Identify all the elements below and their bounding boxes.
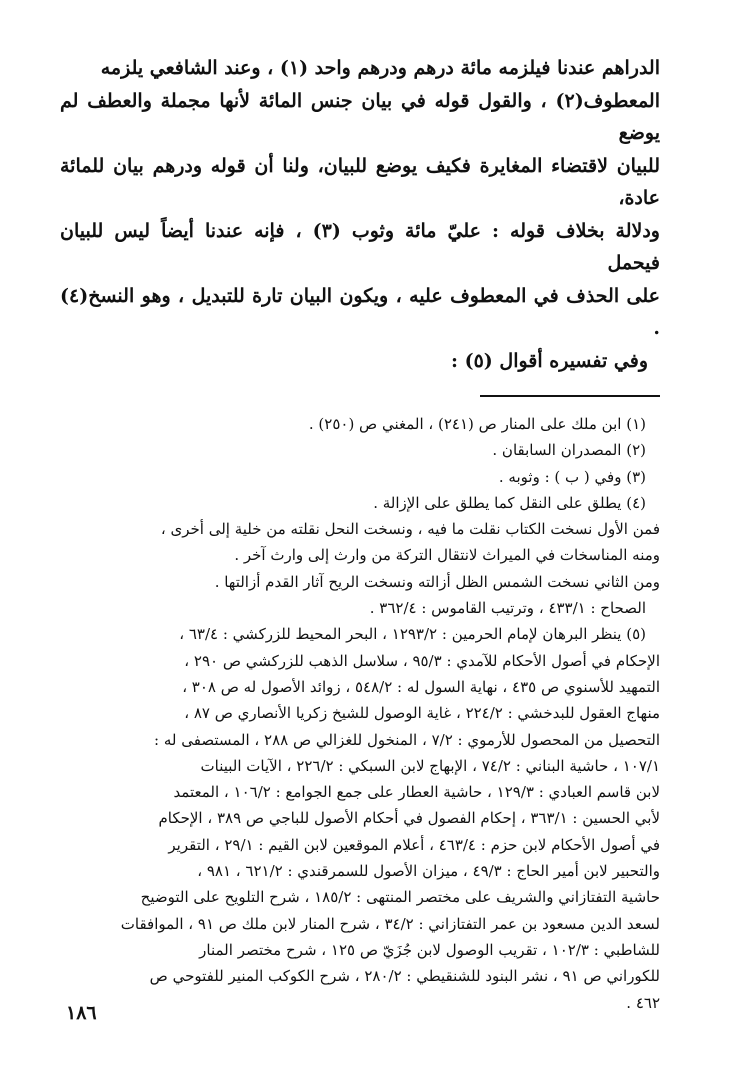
footnote-line: (١) ابن ملك على المنار ص (٢٤١) ، المغني ص (٢٥٠) .	[308, 415, 646, 433]
footnote-divider	[480, 395, 660, 397]
footnote-line: (٥) ينظر البرهان لإمام الحرمين : ١٢٩٣/٢ ، البحر المحيط للزركشي : ٦٣/٤ ،	[179, 625, 646, 644]
book-page	[60, 52, 660, 1016]
main-line: الدراهم عندنا فيلزمه مائة درهم ودرهم واحد (١) ، وعند الشافعي يلزمه	[100, 57, 660, 79]
footnote-line: لأبي الحسين : ٣٦٣/١ ، إحكام الفصول في أحكام الأصول للباجي ص ٣٨٩ ، الإحكام	[158, 809, 660, 828]
footnote-line: للشاطبي : ١٠٢/٣ ، تقريب الوصول لابن جُزَيّ ص ١٢٥ ، شرح مختصر المنار	[199, 940, 660, 959]
footnote-line: في أصول الأحكام لابن حزم : ٤٦٣/٤ ، أعلام الموقعين لابن القيم : ٢٩/١ ، التقرير	[168, 835, 660, 854]
main-line: على الحذف في المعطوف عليه ، ويكون البيان تارة للتبديل ، وهو النسخ(٤) .	[60, 284, 660, 339]
main-line: ودلالة بخلاف قوله : عليّ مائة وثوب (٣) ، فإنه عندنا أيضاً ليس للبيان فيحمل	[60, 219, 660, 274]
main-line: للبيان لاقتضاء المغايرة فكيف يوضع للبيان، ولنا أن قوله ودرهم بيان للمائة عادة،	[60, 154, 660, 209]
footnote-line: منهاج العقول للبدخشي : ٢٢٤/٢ ، غاية الوصول للشيخ زكريا الأنصاري ص ٨٧ ،	[184, 704, 660, 723]
footnote-line: (٢) المصدران السابقان .	[492, 441, 646, 460]
main-text	[60, 52, 660, 377]
footnote-line: التمهيد للأسنوي ص ٤٣٥ ، نهاية السول له : ٥٤٨/٢ ، زوائد الأصول له ص ٣٠٨ ،	[182, 677, 660, 696]
footnote-line: حاشية التفتازاني والشريف على مختصر المنتهى : ١٨٥/٢ ، شرح التلويح على التوضيح	[140, 888, 660, 907]
footnote-line: الإحكام في أصول الأحكام للآمدي : ٩٥/٣ ، سلاسل الذهب للزركشي ص ٢٩٠ ،	[184, 651, 660, 670]
footnote-line: (٣) وفي ( ب ) : وثوبه .	[498, 467, 646, 486]
footnote-line: ومنه المناسخات في الميراث لانتقال التركة من وارث إلى وارث آخر .	[234, 546, 660, 565]
footnote-line: لابن قاسم العبادي : ١٢٩/٣ ، حاشية العطار على جمع الجوامع : ١٠٦/٢ ، المعتمد	[173, 783, 660, 802]
page-number: ١٨٦	[66, 1002, 97, 1024]
footnote-line: (٤) يطلق على النقل كما يطلق على الإزالة .	[373, 493, 646, 512]
footnote-line: ٤٦٢ .	[626, 993, 660, 1012]
footnote-line: والتحبير لابن أمير الحاج : ٤٩/٣ ، ميزان الأصول للسمرقندي : ٦٢١/٢ ، ٩٨١ ،	[197, 862, 660, 881]
main-line: وفي تفسيره أقوال (٥) :	[450, 349, 648, 372]
footnote-line: ١٠٧/١ ، حاشية البناني : ٧٤/٢ ، الإبهاج لابن السبكي : ٢٢٦/٢ ، الآيات البينات	[200, 756, 660, 775]
footnotes	[60, 411, 660, 1016]
footnote-line: فمن الأول نسخت الكتاب نقلت ما فيه ، ونسخت النحل نقلته من خلية إلى أخرى ،	[160, 520, 660, 539]
footnote-line: للكوراني ص ٩١ ، نشر البنود للشنقيطي : ٢٨٠/٢ ، شرح الكوكب المنير للفتوحي ص	[149, 967, 660, 986]
footnote-line: لسعد الدين مسعود بن عمر التفتازاني : ٣٤/٢ ، شرح المنار لابن ملك ص ٩١ ، الموافقات	[120, 914, 660, 933]
footnote-line: التحصيل من المحصول للأرموي : ٧/٢ ، المنخول للغزالي ص ٢٨٨ ، المستصفى له :	[154, 730, 660, 749]
footnote-line: ومن الثاني نسخت الشمس الظل أزالته ونسخت الريح آثار القدم أزالتها .	[214, 572, 660, 591]
footnote-line: الصحاح : ٤٣٣/١ ، وترتيب القاموس : ٣٦٢/٤ .	[369, 599, 646, 618]
main-line: المعطوف(٢) ، والقول قوله في بيان جنس المائة لأنها مجملة والعطف لم يوضع	[60, 89, 660, 144]
